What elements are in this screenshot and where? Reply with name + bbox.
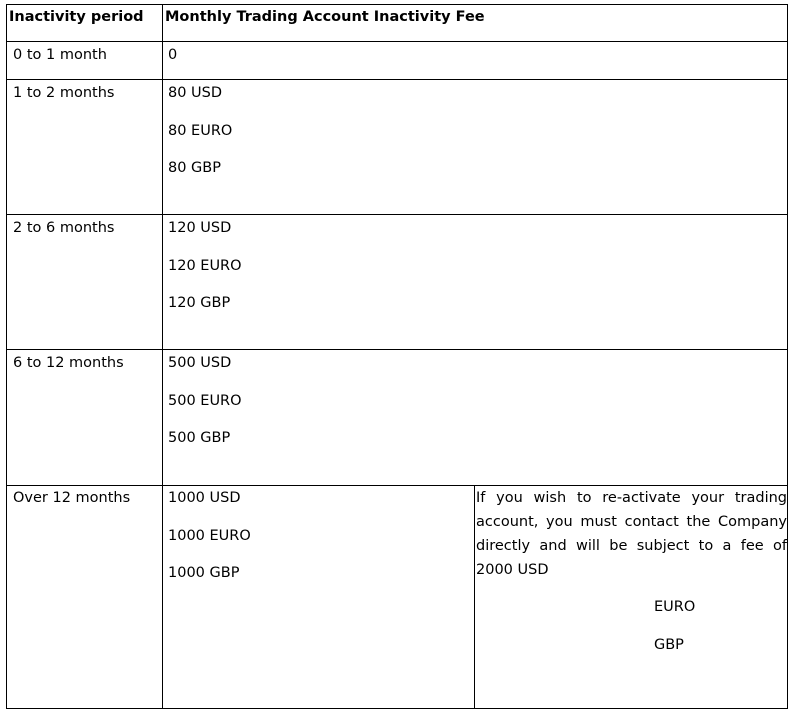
fee-value: 120 USD [168,220,232,236]
reactivation-note [476,486,787,582]
period-cell: 0 to 1 month [13,47,107,63]
table-border-right [787,4,788,709]
fee-value: 500 GBP [168,430,231,446]
reactivation-line: 2000 USD [476,562,549,578]
fee-value: 80 GBP [168,160,221,176]
reactivation-line: account, you must contact the Company [476,514,787,530]
period-cell: 1 to 2 months [13,85,115,101]
period-cell: Over 12 months [13,490,131,506]
header-fee: Monthly Trading Account Inactivity Fee [165,9,485,25]
fee-value: 500 EURO [168,393,242,409]
fee-value: 1000 USD [168,490,241,506]
fee-value: 1000 EURO [168,528,251,544]
row-divider [6,79,788,80]
fee-value: 120 EURO [168,258,242,274]
column-divider [162,4,163,709]
row-divider [6,214,788,215]
fee-value: 80 USD [168,85,223,101]
reactivation-line: If you wish to re-activate your trading [476,490,787,506]
reactivation-divider [474,486,475,709]
reactivation-gbp: GBP [654,637,684,653]
reactivation-euro: EURO [654,599,696,615]
fee-value: 1000 GBP [168,565,240,581]
table-border-left [6,4,7,709]
header-divider [6,41,788,42]
fee-value: 500 USD [168,355,232,371]
fee-value: 0 [168,47,178,63]
row-divider [6,349,788,350]
reactivation-line: directly and will be subject to a fee of [476,538,787,554]
fee-value: 120 GBP [168,295,231,311]
header-period: Inactivity period [9,9,144,25]
fee-value: 80 EURO [168,123,233,139]
period-cell: 2 to 6 months [13,220,115,236]
table-border-top [6,4,788,5]
period-cell: 6 to 12 months [13,355,124,371]
